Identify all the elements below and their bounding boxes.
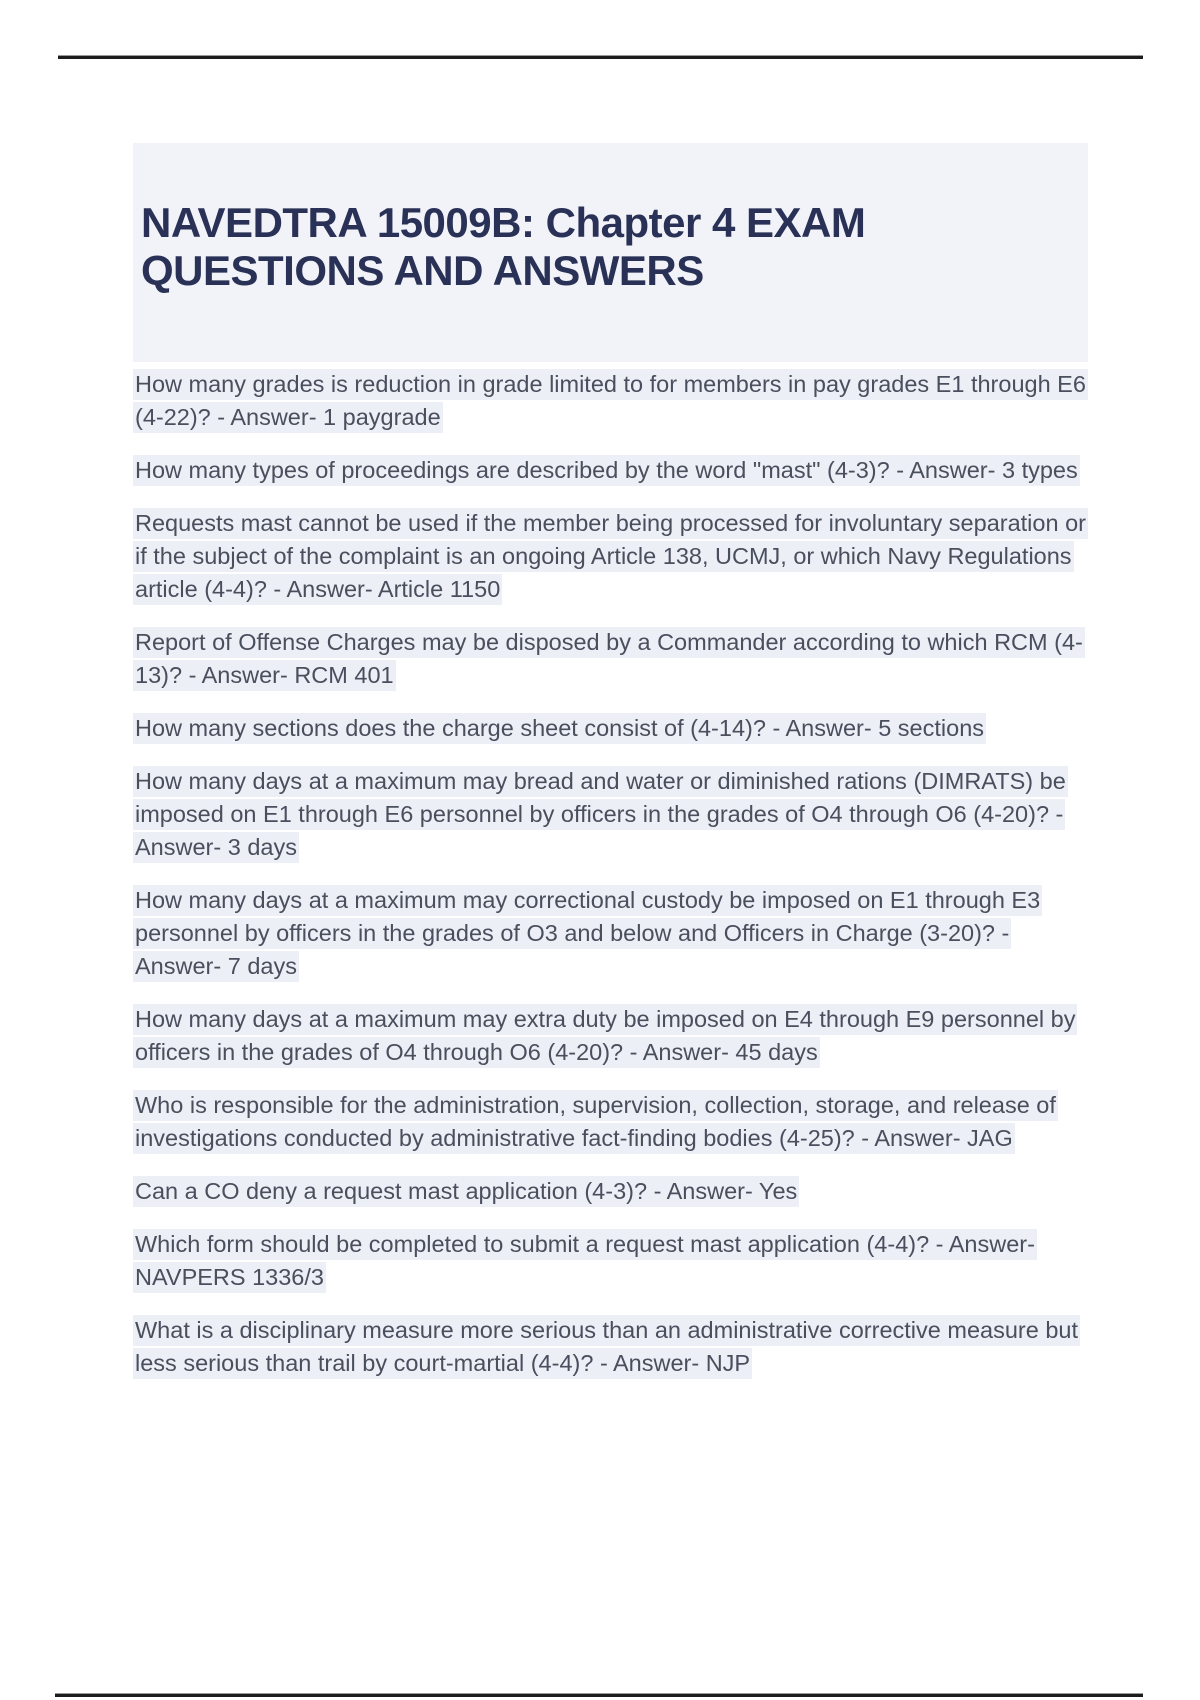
qa-item — [133, 765, 1090, 864]
qa-item-text: Can a CO deny a request mast application (4-3)? - Answer- Yes — [133, 1176, 799, 1207]
qa-item-text: How many days at a maximum may extra duty be imposed on E4 through E9 personnel by officers in the grades of O4 through O6 (4-20)? - Answer- 45 days — [133, 1004, 1077, 1068]
qa-item-text: How many days at a maximum may correctional custody be imposed on E1 through E3 personnel by officers in the grades of O3 and below and Officers in Charge (3-20)? - Answer- 7 days — [133, 885, 1042, 982]
qa-item — [133, 454, 1090, 487]
top-horizontal-rule — [58, 55, 1143, 59]
qa-item-text: What is a disciplinary measure more serious than an administrative corrective measure but less serious than trail by court-martial (4-4)? - Answer- NJP — [133, 1315, 1080, 1379]
qa-item-text: How many sections does the charge sheet consist of (4-14)? - Answer- 5 sections — [133, 713, 986, 744]
qa-item-text: Which form should be completed to submit a request mast application (4-4)? - Answer- NAVPERS 1336/3 — [133, 1229, 1037, 1293]
qa-item — [133, 1003, 1090, 1069]
qa-item — [133, 1089, 1090, 1155]
title-block — [133, 143, 1088, 362]
qa-item — [133, 626, 1090, 692]
qa-item-text: Report of Offense Charges may be disposed by a Commander according to which RCM (4-13)? - Answer- RCM 401 — [133, 627, 1085, 691]
qa-item — [133, 507, 1090, 606]
qa-item — [133, 1228, 1090, 1294]
qa-item — [133, 884, 1090, 983]
qa-item-text: Requests mast cannot be used if the member being processed for involuntary separation or if the subject of the complaint is an ongoing Article 138, UCMJ, or which Navy Regulations article (4-4)? - Answer- Article 1150 — [133, 508, 1088, 605]
qa-item-text: How many grades is reduction in grade limited to for members in pay grades E1 through E6 (4-22)? - Answer- 1 paygrade — [133, 369, 1088, 433]
qa-item-text: How many types of proceedings are described by the word "mast" (4-3)? - Answer- 3 types — [133, 455, 1080, 486]
qa-item — [133, 1175, 1090, 1208]
page-title: NAVEDTRA 15009B: Chapter 4 EXAM QUESTIONS AND ANSWERS — [141, 199, 866, 294]
qa-item — [133, 712, 1090, 745]
qa-item — [133, 1314, 1090, 1380]
qa-item — [133, 368, 1090, 434]
qa-item-text: Who is responsible for the administration, supervision, collection, storage, and release of investigations conducted by administrative fact-finding bodies (4-25)? - Answer- JAG — [133, 1090, 1058, 1154]
qa-content — [133, 368, 1090, 1400]
bottom-horizontal-rule — [55, 1693, 1143, 1697]
qa-item-text: How many days at a maximum may bread and water or diminished rations (DIMRATS) be imposed on E1 through E6 personnel by officers in the grades of O4 through O6 (4-20)? - Answer- 3 days — [133, 766, 1068, 863]
